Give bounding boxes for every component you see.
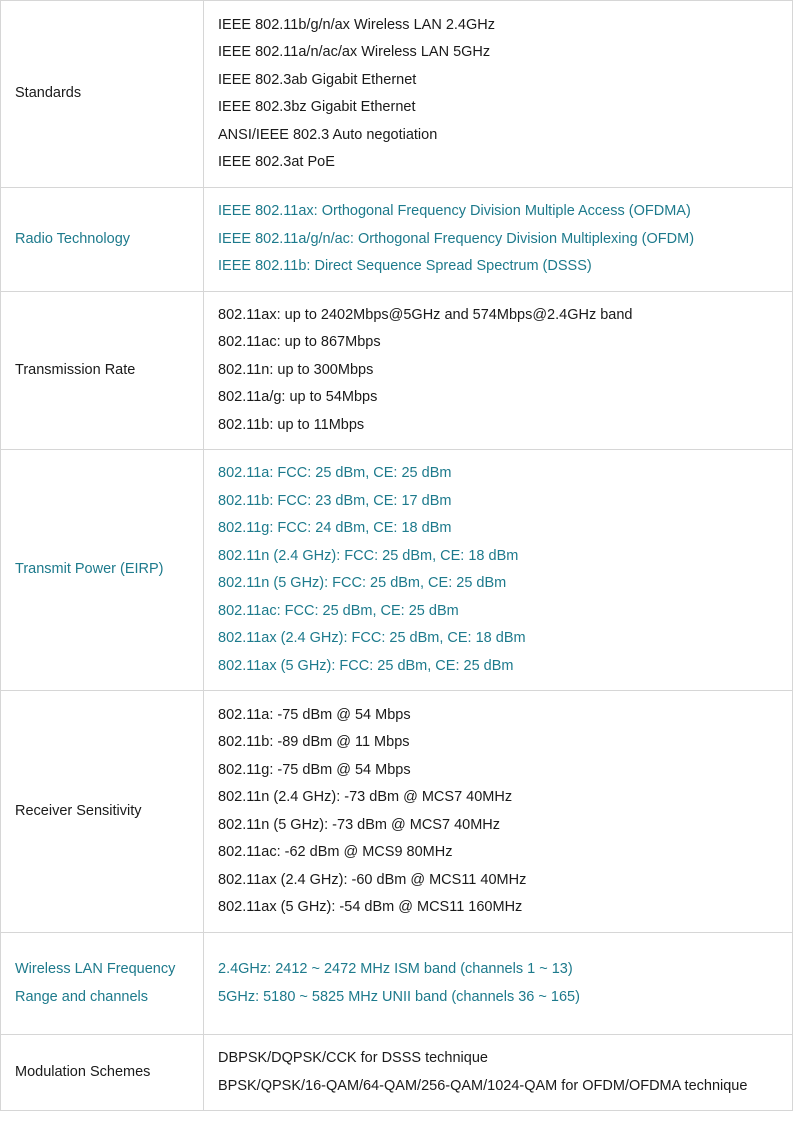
spec-row [1, 1035, 793, 1111]
spec-value-line: 802.11ax (2.4 GHz): -60 dBm @ MCS11 40MHz [218, 871, 527, 888]
spec-value-line: IEEE 802.11b: Direct Sequence Spread Spectrum (DSSS) [218, 258, 592, 274]
spec-label: Transmission Rate [1, 291, 204, 450]
spec-value-cell [204, 1, 793, 188]
spec-value-line: 802.11a: FCC: 25 dBm, CE: 25 dBm [218, 465, 452, 481]
spec-value-line: 802.11a: -75 dBm @ 54 Mbps [218, 706, 411, 723]
spec-value-line: 802.11g: FCC: 24 dBm, CE: 18 dBm [218, 520, 452, 536]
spec-value-cell [204, 291, 793, 450]
spec-value-line: IEEE 802.11ax: Orthogonal Frequency Division Multiple Access (OFDMA) [218, 203, 691, 219]
spec-value-line: 802.11g: -75 dBm @ 54 Mbps [218, 761, 411, 778]
spec-value-line: IEEE 802.3at PoE [218, 154, 335, 170]
spec-row [1, 1, 793, 188]
spec-row [1, 691, 793, 933]
spec-label: Receiver Sensitivity [1, 691, 204, 933]
spec-table-body [1, 1, 793, 1111]
spec-value-line: BPSK/QPSK/16-QAM/64-QAM/256-QAM/1024-QAM for OFDM/OFDMA technique [218, 1077, 748, 1094]
spec-value-line: DBPSK/DQPSK/CCK for DSSS technique [218, 1050, 488, 1066]
spec-row [1, 933, 793, 1035]
spec-value-line: IEEE 802.11a/g/n/ac: Orthogonal Frequency Division Multiplexing (OFDM) [218, 230, 695, 247]
spec-value-cell [204, 450, 793, 691]
spec-value-line: 802.11b: FCC: 23 dBm, CE: 17 dBm [218, 492, 452, 509]
spec-value-cell [204, 691, 793, 933]
spec-value-line: 802.11ac: up to 867Mbps [218, 334, 381, 350]
spec-row [1, 291, 793, 450]
spec-value-line: 802.11b: up to 11Mbps [218, 416, 365, 433]
spec-value-cell [204, 933, 793, 1035]
spec-value-line: 802.11n (5 GHz): FCC: 25 dBm, CE: 25 dBm [218, 575, 507, 591]
spec-value-cell [204, 1035, 793, 1111]
spec-value-line: 802.11ax: up to 2402Mbps@5GHz and 574Mbps@2.4GHz band [218, 306, 633, 323]
spec-value-line: IEEE 802.3bz Gigabit Ethernet [218, 99, 416, 115]
spec-value-line: 802.11n (2.4 GHz): FCC: 25 dBm, CE: 18 dBm [218, 547, 519, 564]
spec-value-line: IEEE 802.3ab Gigabit Ethernet [218, 71, 417, 88]
spec-value-line: 802.11ax (2.4 GHz): FCC: 25 dBm, CE: 18 dBm [218, 630, 526, 646]
spec-value-line: IEEE 802.11b/g/n/ax Wireless LAN 2.4GHz [218, 16, 495, 33]
spec-value-line: 802.11n: up to 300Mbps [218, 361, 374, 378]
spec-value-line: 5GHz: 5180 ~ 5825 MHz UNII band (channels 36 ~ 165) [218, 988, 580, 1005]
spec-label: Modulation Schemes [1, 1035, 204, 1111]
spec-value-line: 2.4GHz: 2412 ~ 2472 MHz ISM band (channels 1 ~ 13) [218, 961, 573, 977]
spec-value-line: 802.11n (2.4 GHz): -73 dBm @ MCS7 40MHz [218, 789, 513, 805]
spec-value-line: 802.11b: -89 dBm @ 11 Mbps [218, 734, 410, 750]
spec-value-line: 802.11a/g: up to 54Mbps [218, 389, 378, 405]
spec-value-line: ANSI/IEEE 802.3 Auto negotiation [218, 126, 438, 143]
spec-value-line: 802.11ax (5 GHz): -54 dBm @ MCS11 160MHz [218, 899, 523, 915]
spec-label: Transmit Power (EIRP) [1, 450, 204, 691]
spec-value-line: 802.11ac: -62 dBm @ MCS9 80MHz [218, 844, 453, 860]
spec-value-line: 802.11n (5 GHz): -73 dBm @ MCS7 40MHz [218, 816, 500, 833]
spec-label: Standards [1, 1, 204, 188]
spec-row [1, 188, 793, 292]
spec-value-line: 802.11ac: FCC: 25 dBm, CE: 25 dBm [218, 602, 459, 619]
spec-value-cell [204, 188, 793, 292]
spec-value-line: 802.11ax (5 GHz): FCC: 25 dBm, CE: 25 dBm [218, 657, 514, 674]
spec-value-line: IEEE 802.11a/n/ac/ax Wireless LAN 5GHz [218, 44, 491, 60]
spec-row [1, 450, 793, 691]
spec-label: Radio Technology [1, 188, 204, 292]
spec-label: Wireless LAN Frequency Range and channels [1, 933, 204, 1035]
